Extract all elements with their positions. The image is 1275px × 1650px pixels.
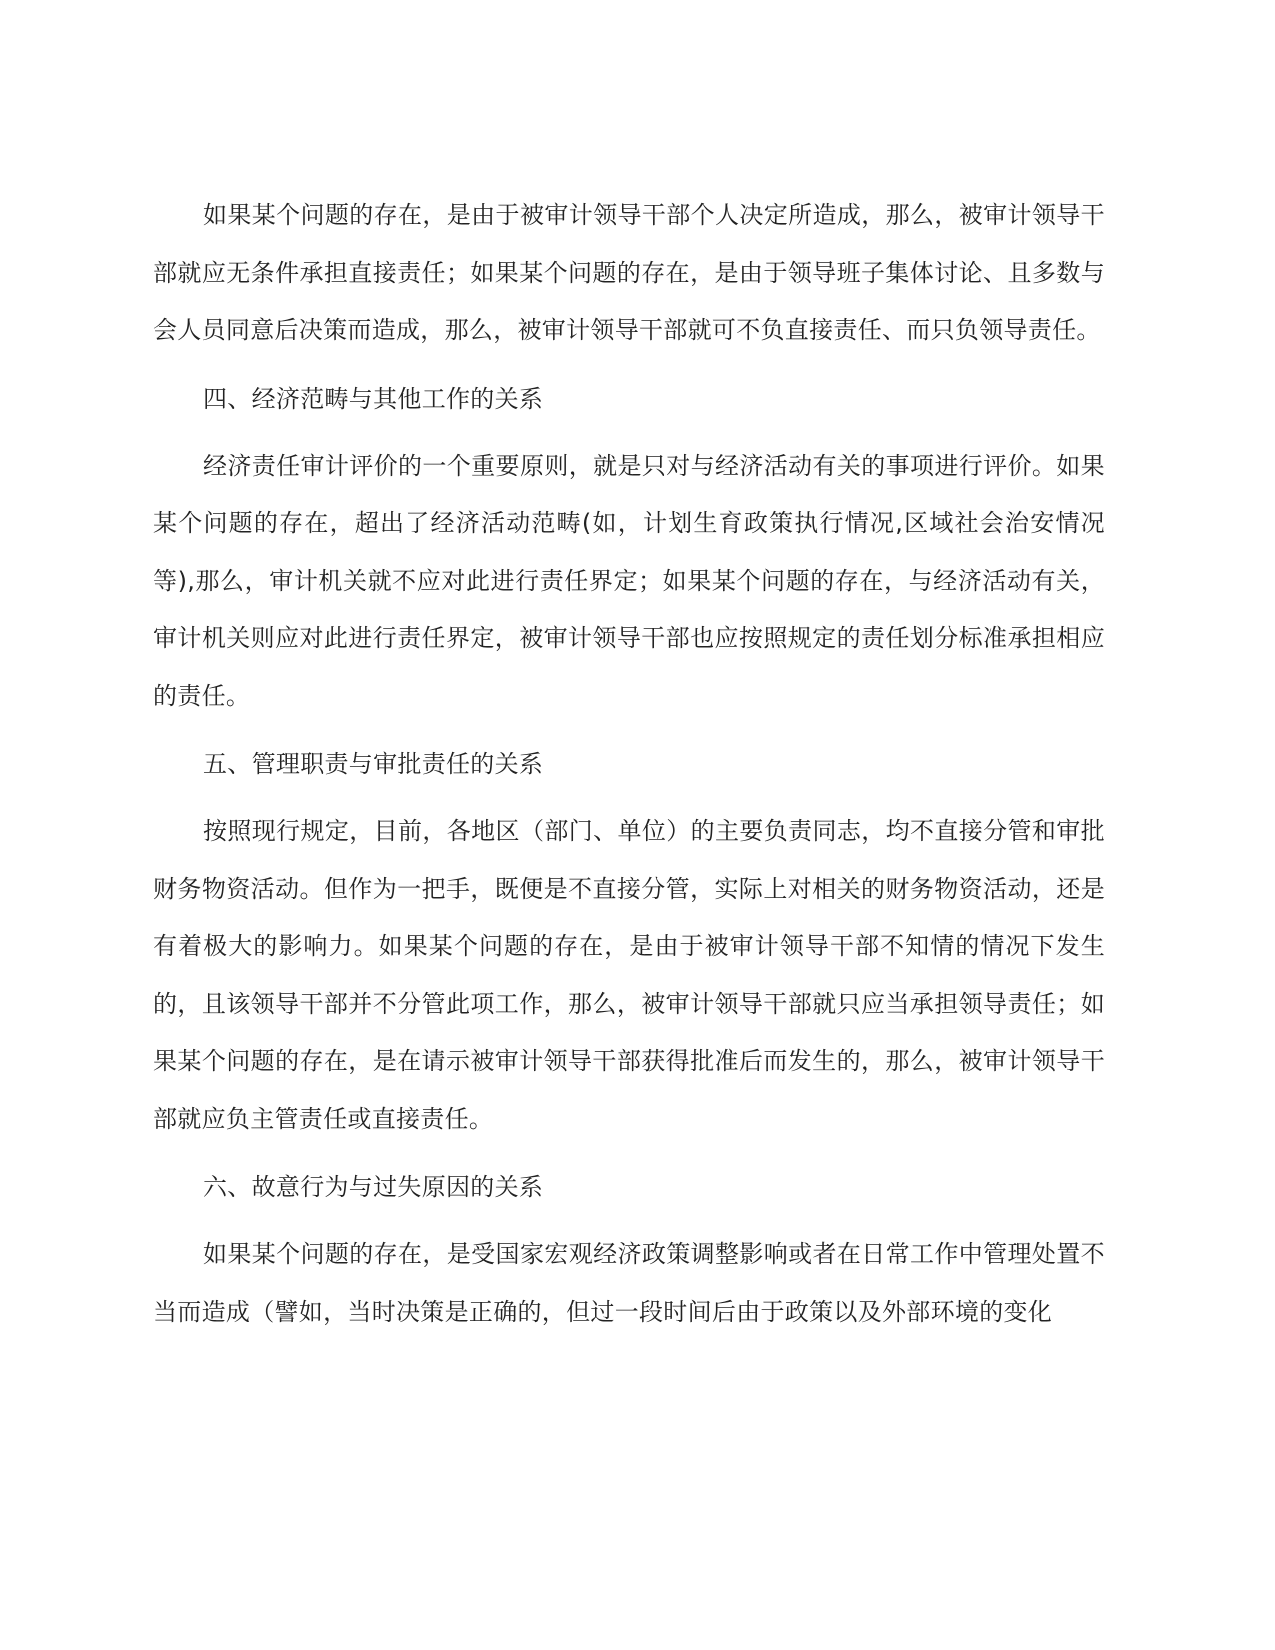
section-heading-6: 六、故意行为与过失原因的关系 (203, 1173, 544, 1201)
paragraph-economic-scope: 经济责任审计评价的一个重要原则，就是只对与经济活动有关的事项进行评价。如果某个问题的存在，超出了经济活动范畴(如，计划生育政策执行情况,区域社会治安情况等),那么，审计机关就不应对此进行责任界定；如果某个问题的存在，与经济活动有关，审计机关则应对此进行责任界定，被审计领导干部也应按照规定的责任划分标准承担相应的责任。 (153, 451, 1105, 710)
document-body (153, 187, 1105, 1341)
section-heading-4: 四、经济范畴与其他工作的关系 (203, 384, 544, 413)
paragraph-management-approval: 按照现行规定，目前，各地区（部门、单位）的主要负责同志，均不直接分管和审批财务物资活动。但作为一把手，既便是不直接分管，实际上对相关的财务物资活动，还是有着极大的影响力。如果某个问题的存在，是由于被审计领导干部不知情的情况下发生的，且该领导干部并不分管此项工作，那么，被审计领导干部就只应当承担领导责任；如果某个问题的存在，是在请示被审计领导干部获得批准后而发生的，那么，被审计领导干部就应负主管责任或直接责任。 (153, 817, 1105, 1133)
paragraph-leadership-decision: 如果某个问题的存在，是由于被审计领导干部个人决定所造成，那么，被审计领导干部就应无条件承担直接责任；如果某个问题的存在，是由于领导班子集体讨论、且多数与会人员同意后决策而造成，那么，被审计领导干部就可不负直接责任、而只负领导责任。 (153, 201, 1105, 344)
section-heading-5: 五、管理职责与审批责任的关系 (203, 750, 544, 778)
paragraph-intent-negligence: 如果某个问题的存在，是受国家宏观经济政策调整影响或者在日常工作中管理处置不当而造成（譬如，当时决策是正确的，但过一段时间后由于政策以及外部环境的变化 (153, 1240, 1105, 1326)
